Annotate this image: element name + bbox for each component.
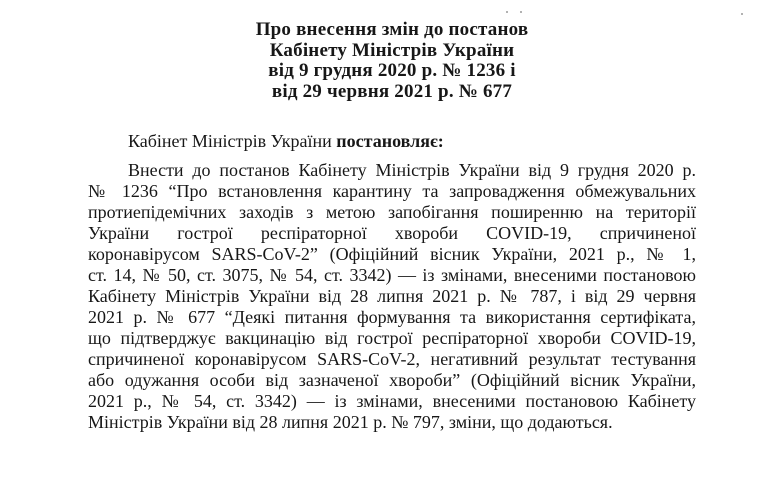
paragraph-line: Міністрів України від 28 липня 2021 р. № 797, зміни, що додаються. [88, 412, 613, 433]
paragraph-line: України гострої респіраторної хвороби COVID-19, спричиненої [88, 223, 696, 244]
paragraph-line: Кабінету Міністрів України від 28 липня 2021 р. № 787, і від 29 червня [88, 286, 696, 307]
body-paragraph [88, 160, 696, 433]
paragraph-line: що підтверджує вакцинацію від гострої респіраторної хвороби COVID-19, [88, 328, 696, 349]
paragraph-line: ст. 14, № 50, ст. 3075, № 54, ст. 3342) — із змінами, внесеними постановою [88, 265, 696, 286]
paragraph-line: або одужання особи від зазначеної хвороби” (Офіційний вісник України, [88, 370, 696, 391]
paragraph-line: спричиненої коронавірусом SARS-CoV-2, негативний результат тестування [88, 349, 696, 370]
paragraph-line: протиепідемічних заходів з метою запобігання поширенню на території [88, 202, 696, 223]
decree-document [88, 0, 696, 433]
title-line: Кабінету Міністрів України [269, 39, 515, 61]
title-line: від 9 грудня 2020 р. № 1236 і [268, 60, 516, 82]
preamble-text: Кабінет Міністрів України [128, 131, 332, 152]
title-line: від 29 червня 2021 р. № 677 [271, 80, 513, 102]
paragraph-line: № 1236 “Про встановлення карантину та запровадження обмежувальних [88, 181, 696, 202]
paragraph-line: Внести до постанов Кабінету Міністрів України від 9 грудня 2020 р. [128, 160, 696, 181]
paragraph-line: 2021 р., № 54, ст. 3342) — із змінами, внесеними постановою Кабінету [88, 391, 696, 412]
title-line: Про внесення змін до постанов [255, 19, 529, 40]
decree-title [88, 20, 696, 102]
scan-speck [741, 13, 743, 15]
preamble [88, 131, 696, 152]
paragraph-line: коронавірусом SARS-CoV-2” (Офіційний вісник України, 2021 р., № 1, [88, 244, 696, 265]
decree-keyword: постановляє: [336, 131, 444, 152]
paragraph-line: 2021 р. № 677 “Деякі питання формування та використання сертифіката, [88, 307, 696, 328]
